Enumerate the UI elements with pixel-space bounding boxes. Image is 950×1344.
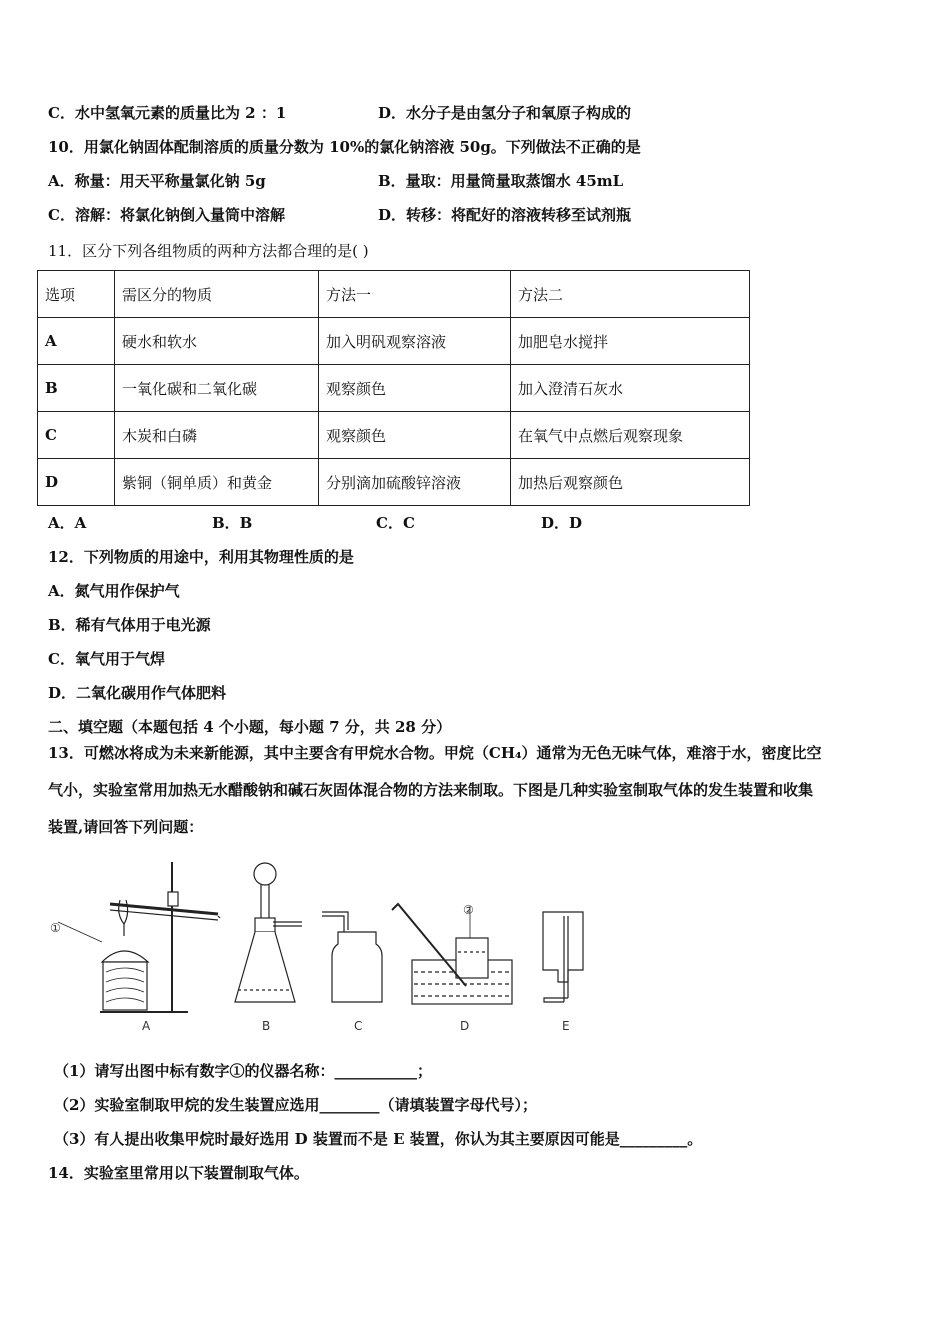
q11-option-c: C．C xyxy=(376,514,415,532)
table-cell: 观察颜色 xyxy=(319,412,511,459)
q10-option-b: B．量取：用量筒量取蒸馏水 45mL xyxy=(378,172,624,190)
table-row xyxy=(38,459,750,506)
section-title: 二、填空题（本题包括 4 个小题，每小题 7 分，共 28 分） xyxy=(48,718,452,736)
table-cell: 加肥皂水搅拌 xyxy=(511,318,750,365)
table-header-cell: 需区分的物质 xyxy=(115,271,319,318)
q12-option-b: B．稀有气体用于电光源 xyxy=(48,616,211,634)
table-cell: 分别滴加硫酸锌溶液 xyxy=(319,459,511,506)
table-header-cell: 方法二 xyxy=(511,271,750,318)
q9-option-d: D．水分子是由氢分子和氧原子构成的 xyxy=(378,104,632,122)
table-cell: 一氧化碳和二氧化碳 xyxy=(115,365,319,412)
table-cell: 观察颜色 xyxy=(319,365,511,412)
table-cell: 在氧气中点燃后观察现象 xyxy=(511,412,750,459)
q11-option-d: D．D xyxy=(541,514,583,532)
q14-stem: 14．实验室里常用以下装置制取气体。 xyxy=(48,1164,309,1182)
table-cell: B xyxy=(38,365,115,412)
q12-option-d: D．二氧化碳用作气体肥料 xyxy=(48,684,227,702)
q11-option-a: A．A xyxy=(48,514,87,532)
apparatus-a xyxy=(58,862,220,1012)
table-header-row xyxy=(38,271,750,318)
q12-option-c: C．氧气用于气焊 xyxy=(48,650,165,668)
q11-option-b: B．B xyxy=(212,514,253,532)
label-d: D xyxy=(460,1019,470,1033)
marker-1: ① xyxy=(50,921,61,935)
table-cell: 加入澄清石灰水 xyxy=(511,365,750,412)
q10-option-c: C．溶解：将氯化钠倒入量筒中溶解 xyxy=(48,206,285,224)
q11-table xyxy=(37,270,750,506)
q13-line-3: 装置,请回答下列问题： xyxy=(48,818,204,836)
q12-option-a: A．氮气用作保护气 xyxy=(48,582,180,600)
apparatus-b xyxy=(235,863,302,1002)
table-row xyxy=(38,412,750,459)
q11-stem: 11．区分下列各组物质的两种方法都合理的是( ) xyxy=(48,242,369,260)
q13-sub-2: （2）实验室制取甲烷的发生装置应选用________（请填装置字母代号）； xyxy=(54,1096,537,1114)
table-row xyxy=(38,365,750,412)
table-cell: C xyxy=(38,412,115,459)
q10-option-a: A．称量：用天平称量氯化钠 5g xyxy=(48,172,266,190)
label-e: E xyxy=(562,1019,570,1033)
apparatus-e xyxy=(543,912,583,1002)
table-cell: 加热后观察颜色 xyxy=(511,459,750,506)
table-cell: 紫铜（铜单质）和黄金 xyxy=(115,459,319,506)
apparatus-c xyxy=(322,912,382,1002)
table-header-cell: 选项 xyxy=(38,271,115,318)
table-cell: A xyxy=(38,318,115,365)
apparatus-d xyxy=(392,904,512,1004)
table-header-cell: 方法一 xyxy=(319,271,511,318)
table-cell: 加入明矾观察溶液 xyxy=(319,318,511,365)
label-b: B xyxy=(262,1019,271,1033)
label-a: A xyxy=(142,1019,151,1033)
q12-stem: 12．下列物质的用途中，利用其物理性质的是 xyxy=(48,548,354,566)
table-cell: 硬水和软水 xyxy=(115,318,319,365)
q10-option-d: D．转移：将配好的溶液转移至试剂瓶 xyxy=(378,206,632,224)
q13-sub-3: （3）有人提出收集甲烷时最好选用 D 装置而不是 E 装置，你认为其主要原因可能是_________。 xyxy=(54,1130,703,1148)
table-cell: 木炭和白磷 xyxy=(115,412,319,459)
q13-line-2: 气小，实验室常用加热无水醋酸钠和碱石灰固体混合物的方法来制取。下图是几种实验室制取气体的发生装置和收集 xyxy=(48,781,814,799)
marker-2: ② xyxy=(463,903,474,917)
q13-line-1: 13．可燃冰将成为未来新能源，其中主要含有甲烷水合物。甲烷（CH₄）通常为无色无味气体，难溶于水，密度比空 xyxy=(48,744,822,762)
table-row xyxy=(38,318,750,365)
table-cell: D xyxy=(38,459,115,506)
q10-stem: 10．用氯化钠固体配制溶质的质量分数为 10%的氯化钠溶液 50g。下列做法不正确的是 xyxy=(48,138,641,156)
q9-option-c: C．水中氢氧元素的质量比为 2 ：1 xyxy=(48,104,287,122)
q13-sub-1: （1）请写出图中标有数字①的仪器名称：___________； xyxy=(54,1062,432,1080)
apparatus-figure xyxy=(40,852,620,1037)
label-c: C xyxy=(354,1019,363,1033)
